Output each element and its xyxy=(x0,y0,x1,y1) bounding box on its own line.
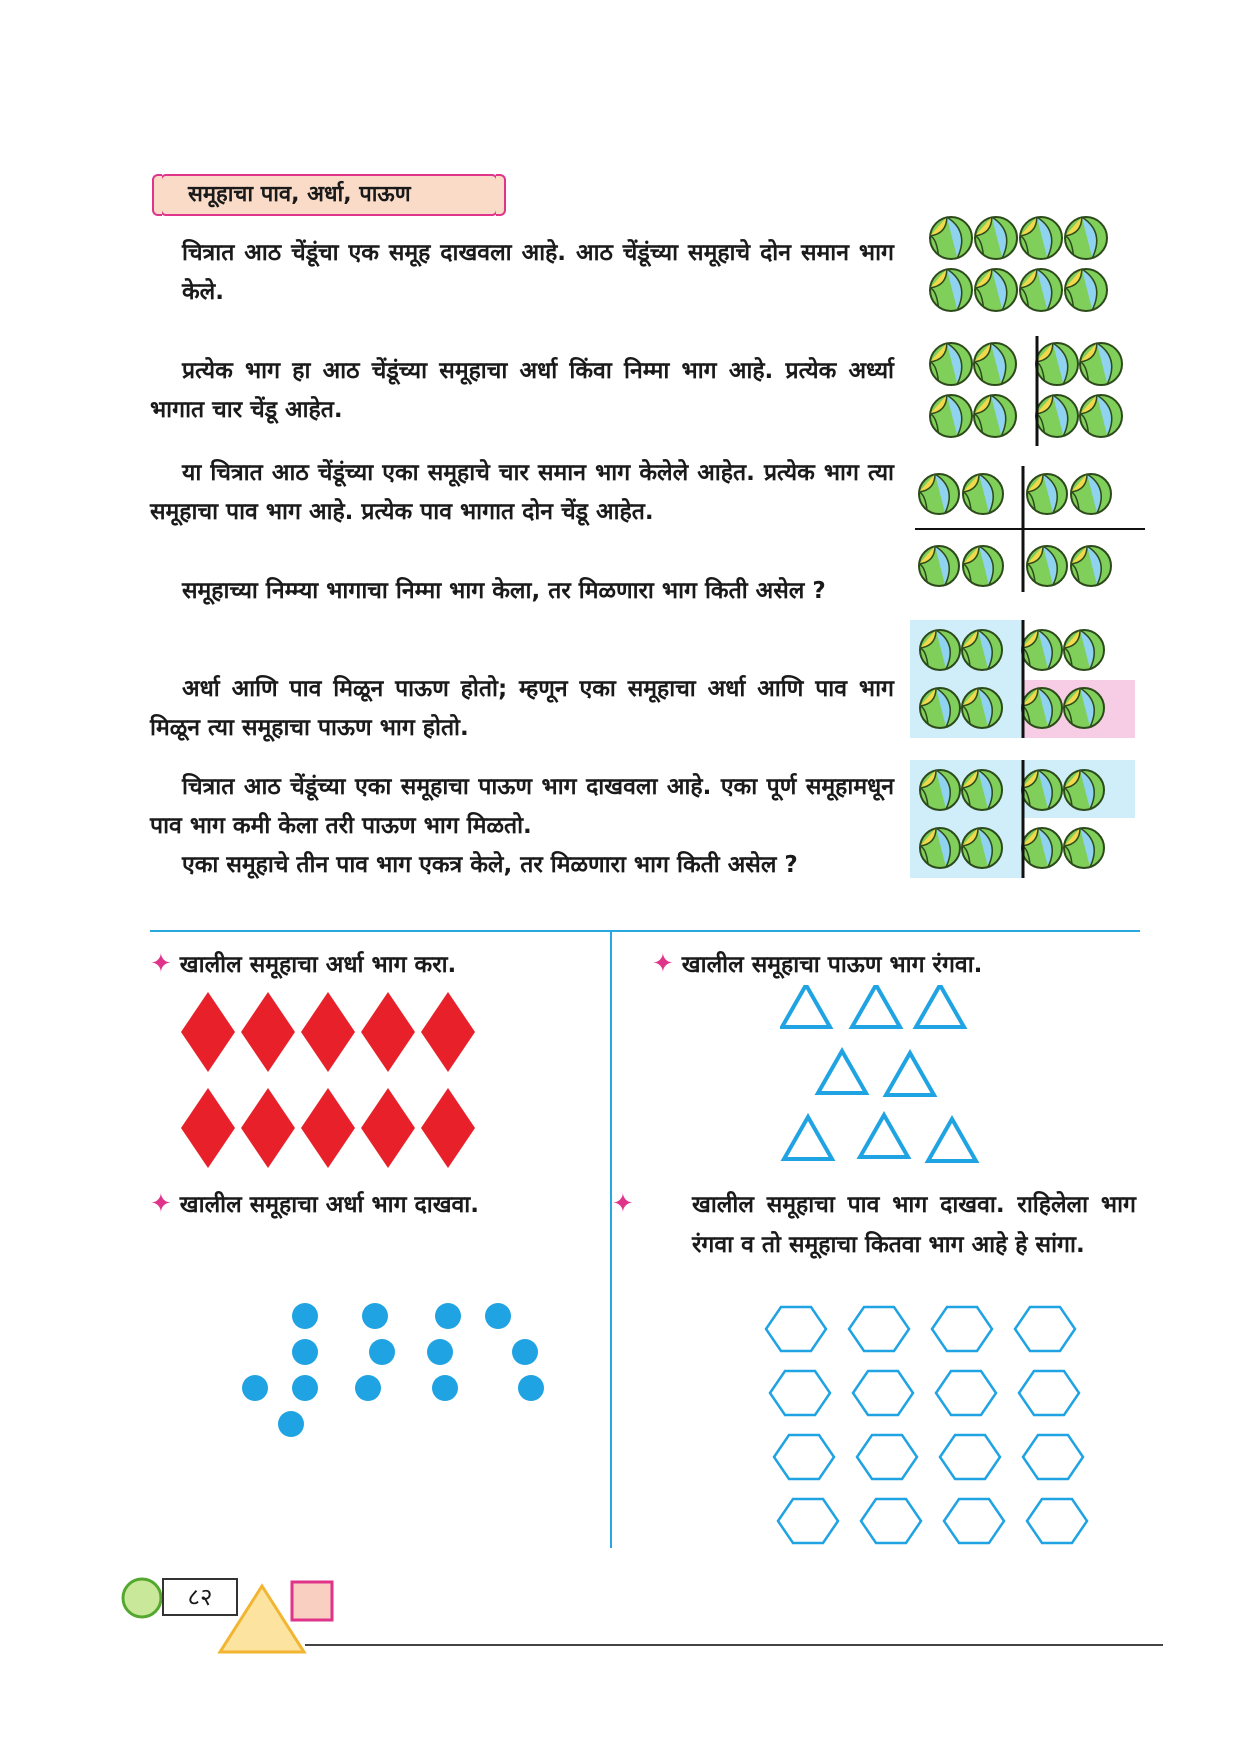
dot-icon xyxy=(427,1339,453,1365)
balls-figure-whole xyxy=(925,210,1145,320)
ball-icon xyxy=(963,474,1003,514)
dot-icon xyxy=(512,1339,538,1365)
diamond-icon xyxy=(241,1088,295,1168)
ball-icon xyxy=(974,395,1016,437)
dot-icon xyxy=(432,1375,458,1401)
ball-icon xyxy=(930,395,972,437)
ball-icon xyxy=(1020,269,1062,311)
paragraph-3: या चित्रात आठ चेंडूंच्या एका समूहाचे चार समान भाग केलेले आहेत. प्रत्येक भाग त्या समूहाचा पाव भाग आहे. प्रत्येक पाव भागात दोन चेंडू आहेत. xyxy=(150,460,894,525)
hexagon-icon xyxy=(861,1499,921,1543)
hexagons-figure xyxy=(760,1305,1100,1555)
exercise-4: ✦ खालील समूहाचा पाव भाग दाखवा. राहिलेला भाग रंगवा व तो समूहाचा कितवा भाग आहे हे सांगा. xyxy=(652,1184,1136,1265)
ball-icon xyxy=(1065,217,1107,259)
ball-icon xyxy=(1022,770,1062,810)
diamond-icon xyxy=(301,992,355,1072)
hexagon-icon xyxy=(932,1307,992,1351)
hexagon-icon xyxy=(778,1499,838,1543)
balls-figure-half xyxy=(925,336,1145,446)
triangle-icon xyxy=(928,1119,976,1161)
hexagon-icon xyxy=(770,1371,830,1415)
dot-icon xyxy=(435,1303,461,1329)
ball-icon xyxy=(920,688,960,728)
section-heading: समूहाचा पाव, अर्धा, पाऊण xyxy=(160,174,498,216)
page-number: ८२ xyxy=(162,1578,238,1616)
triangle-icon xyxy=(782,985,830,1027)
triangle-icon xyxy=(886,1053,934,1095)
triangle-icon xyxy=(818,1051,866,1093)
balls-figure-three-quarters xyxy=(910,760,1135,878)
diamond-icon xyxy=(181,1088,235,1168)
hexagon-icon xyxy=(1015,1307,1075,1351)
paragraph-6: चित्रात आठ चेंडूंच्या एका समूहाचा पाऊण भाग दाखवला आहे. एका पूर्ण समूहामधून पाव भाग कमी केला तरी पाऊण भाग मिळतो. xyxy=(150,774,894,839)
exercise-3: ✦ खालील समूहाचा अर्धा भाग दाखवा. xyxy=(150,1189,479,1219)
diamond-icon xyxy=(301,1088,355,1168)
section-divider xyxy=(150,930,1140,932)
hexagon-icon xyxy=(1027,1499,1087,1543)
ball-icon xyxy=(962,828,1002,868)
paragraph-7: एका समूहाचे तीन पाव भाग एकत्र केले, तर मिळणारा भाग किती असेल ? xyxy=(182,852,798,878)
diamond-icon xyxy=(181,992,235,1072)
dot-icon xyxy=(355,1375,381,1401)
ball-icon xyxy=(962,688,1002,728)
footer-rule xyxy=(305,1644,1163,1646)
hexagon-icon xyxy=(857,1435,917,1479)
paragraph-5: अर्धा आणि पाव मिळून पाऊण होतो; म्हणून एका समूहाचा अर्धा आणि पाव भाग मिळून त्या समूहाचा पाऊण भाग होतो. xyxy=(150,676,894,741)
triangle-icon xyxy=(916,985,964,1027)
ball-icon xyxy=(1064,630,1104,670)
ball-icon xyxy=(919,546,959,586)
ball-icon xyxy=(920,630,960,670)
ball-icon xyxy=(1036,395,1078,437)
diamond-icon xyxy=(421,992,475,1072)
dot-icon xyxy=(292,1375,318,1401)
paragraph-4: समूहाच्या निम्म्या भागाचा निम्मा भाग केला, तर मिळणारा भाग किती असेल ? xyxy=(182,578,826,604)
green-circle-icon xyxy=(123,1579,161,1617)
dots-figure xyxy=(215,1290,545,1450)
ball-icon xyxy=(920,828,960,868)
dot-icon xyxy=(242,1375,268,1401)
hexagon-icon xyxy=(853,1371,913,1415)
exercise-1: ✦ खालील समूहाचा अर्धा भाग करा. xyxy=(150,949,457,979)
ball-icon xyxy=(1027,546,1067,586)
dot-icon xyxy=(518,1375,544,1401)
dot-icon xyxy=(278,1411,304,1437)
ball-icon xyxy=(1064,688,1104,728)
dot-icon xyxy=(362,1303,388,1329)
star-bullet-icon: ✦ xyxy=(652,949,674,979)
dot-icon xyxy=(292,1303,318,1329)
dot-icon xyxy=(292,1339,318,1365)
ball-icon xyxy=(1064,828,1104,868)
triangles-figure xyxy=(780,985,1000,1165)
balls-figure-quarter xyxy=(915,466,1145,592)
ball-icon xyxy=(1027,474,1067,514)
pink-square-icon xyxy=(292,1582,332,1620)
diamond-icon xyxy=(421,1088,475,1168)
ball-icon xyxy=(930,343,972,385)
ball-icon xyxy=(1022,828,1062,868)
ball-icon xyxy=(962,770,1002,810)
hexagon-icon xyxy=(1019,1371,1079,1415)
ball-icon xyxy=(1020,217,1062,259)
dot-icon xyxy=(485,1303,511,1329)
triangle-icon xyxy=(860,1115,908,1157)
hexagon-icon xyxy=(849,1307,909,1351)
ball-icon xyxy=(1065,269,1107,311)
balls-figure-half-plus-quarter xyxy=(910,620,1135,738)
ball-icon xyxy=(975,269,1017,311)
ball-icon xyxy=(920,770,960,810)
ball-icon xyxy=(919,474,959,514)
exercise-2: ✦ खालील समूहाचा पाऊण भाग रंगवा. xyxy=(652,949,983,979)
diamond-icon xyxy=(241,992,295,1072)
ball-icon xyxy=(1080,395,1122,437)
diamonds-figure xyxy=(180,990,510,1170)
ball-icon xyxy=(962,630,1002,670)
hexagon-icon xyxy=(944,1499,1004,1543)
ball-icon xyxy=(1036,343,1078,385)
triangle-icon xyxy=(852,985,900,1027)
ball-icon xyxy=(1064,770,1104,810)
star-bullet-icon: ✦ xyxy=(612,1189,634,1219)
star-bullet-icon: ✦ xyxy=(150,1189,172,1219)
star-bullet-icon: ✦ xyxy=(150,949,172,979)
column-divider xyxy=(610,932,612,1548)
ball-icon xyxy=(1022,630,1062,670)
hexagon-icon xyxy=(940,1435,1000,1479)
ball-icon xyxy=(975,217,1017,259)
ball-icon xyxy=(930,269,972,311)
ball-icon xyxy=(963,546,1003,586)
hexagon-icon xyxy=(774,1435,834,1479)
ball-icon xyxy=(1071,474,1111,514)
hexagon-icon xyxy=(936,1371,996,1415)
ball-icon xyxy=(1080,343,1122,385)
diamond-icon xyxy=(361,992,415,1072)
paragraph-1: चित्रात आठ चेंडूंचा एक समूह दाखवला आहे. आठ चेंडूंच्या समूहाचे दोन समान भाग केले. xyxy=(182,240,894,305)
dot-icon xyxy=(369,1339,395,1365)
ball-icon xyxy=(1071,546,1111,586)
ball-icon xyxy=(974,343,1016,385)
hexagon-icon xyxy=(1023,1435,1083,1479)
ball-icon xyxy=(1022,688,1062,728)
ball-icon xyxy=(930,217,972,259)
hexagon-icon xyxy=(766,1307,826,1351)
triangle-icon xyxy=(784,1117,832,1159)
paragraph-2: प्रत्येक भाग हा आठ चेंडूंच्या समूहाचा अर्धा किंवा निम्मा भाग आहे. प्रत्येक अर्ध्या भागात चार चेंडू आहेत. xyxy=(150,358,894,423)
diamond-icon xyxy=(361,1088,415,1168)
